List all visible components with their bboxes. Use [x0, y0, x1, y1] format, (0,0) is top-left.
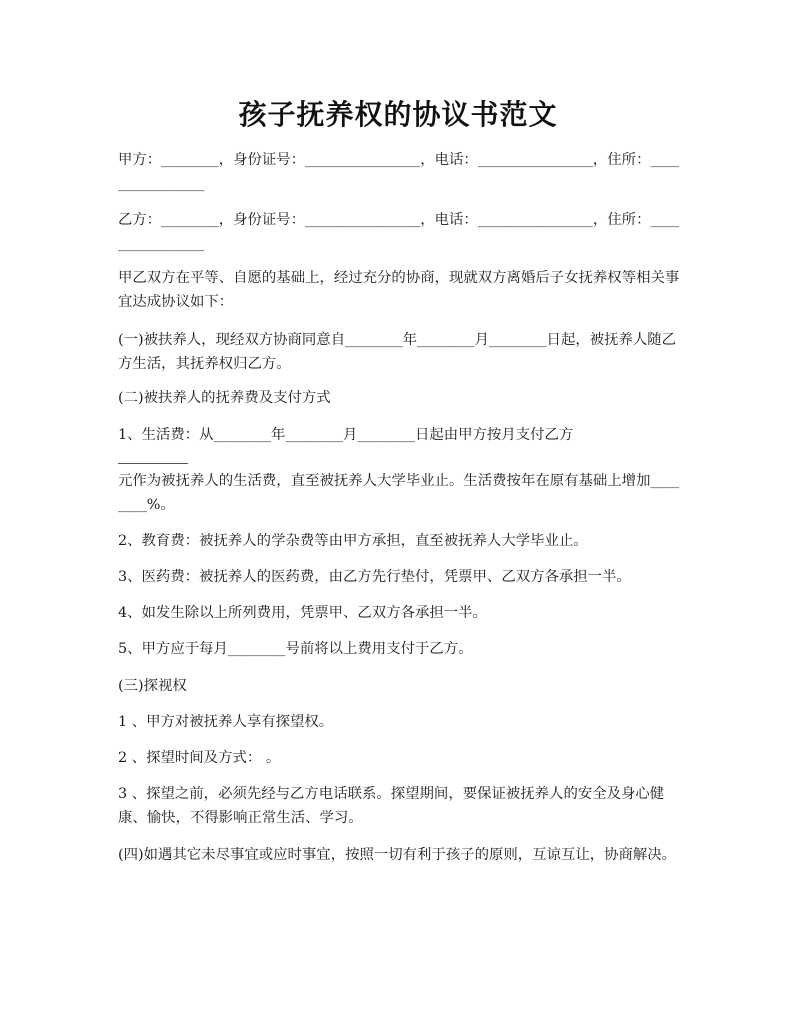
document-title: 孩子抚养权的协议书范文	[238, 98, 558, 131]
section-two-heading: (二)被扶养人的抚养费及支付方式	[118, 390, 331, 406]
other-expense-clause: 4、如发生除以上所列费用，凭票甲、乙双方各承担一半。	[118, 605, 487, 621]
visitation-rules-clause: 3 、探望之前，必须先经与乙方电话联系。探望期间，要保证被抚养人的安全及身心健康、愉快，不得影响正常生活、学习。	[118, 786, 665, 826]
party-b-info: 乙方：________，身份证号：________________，电话：________________，住所：________________	[118, 212, 680, 252]
party-a-info: 甲方：________，身份证号：________________，电话：________________，住所：________________	[118, 152, 680, 192]
payment-deadline-clause: 5、甲方应于每月________号前将以上费用支付于乙方。	[118, 641, 473, 657]
section-three-heading: (三)探视权	[118, 678, 187, 694]
amount-blank-line	[118, 463, 188, 464]
agreement-intro: 甲乙双方在平等、自愿的基础上，经过充分的协商，现就双方离婚后子女抚养权等相关事宜达成协议如下：	[118, 270, 680, 310]
visitation-right-clause: 1 、甲方对被抚养人享有探望权。	[118, 714, 334, 730]
section-four-clause: (四)如遇其它未尽事宜或应时事宜，按照一切有利于孩子的原则，互谅互让，协商解决。	[118, 847, 677, 863]
visitation-time-clause: 2 、探望时间及方式： 。	[118, 750, 281, 766]
section-one-clause: (一)被扶养人，现经双方协商同意自________年________月________日起，被抚养人随乙方生活，其抚养权归乙方。	[118, 332, 677, 372]
medical-expense-clause: 3、医药费：被抚养人的医药费，由乙方先行垫付，凭票甲、乙双方各承担一半。	[118, 569, 631, 585]
living-expense-continuation: 元作为被抚养人的生活费，直至被抚养人大学毕业止。生活费按年在原有基础上增加________%。	[118, 473, 680, 513]
living-expense-clause: 1、生活费：从________年________月________日起由甲方按月支付乙方	[118, 427, 574, 443]
education-expense-clause: 2、教育费：被抚养人的学杂费等由甲方承担，直至被抚养人大学毕业止。	[118, 533, 588, 549]
